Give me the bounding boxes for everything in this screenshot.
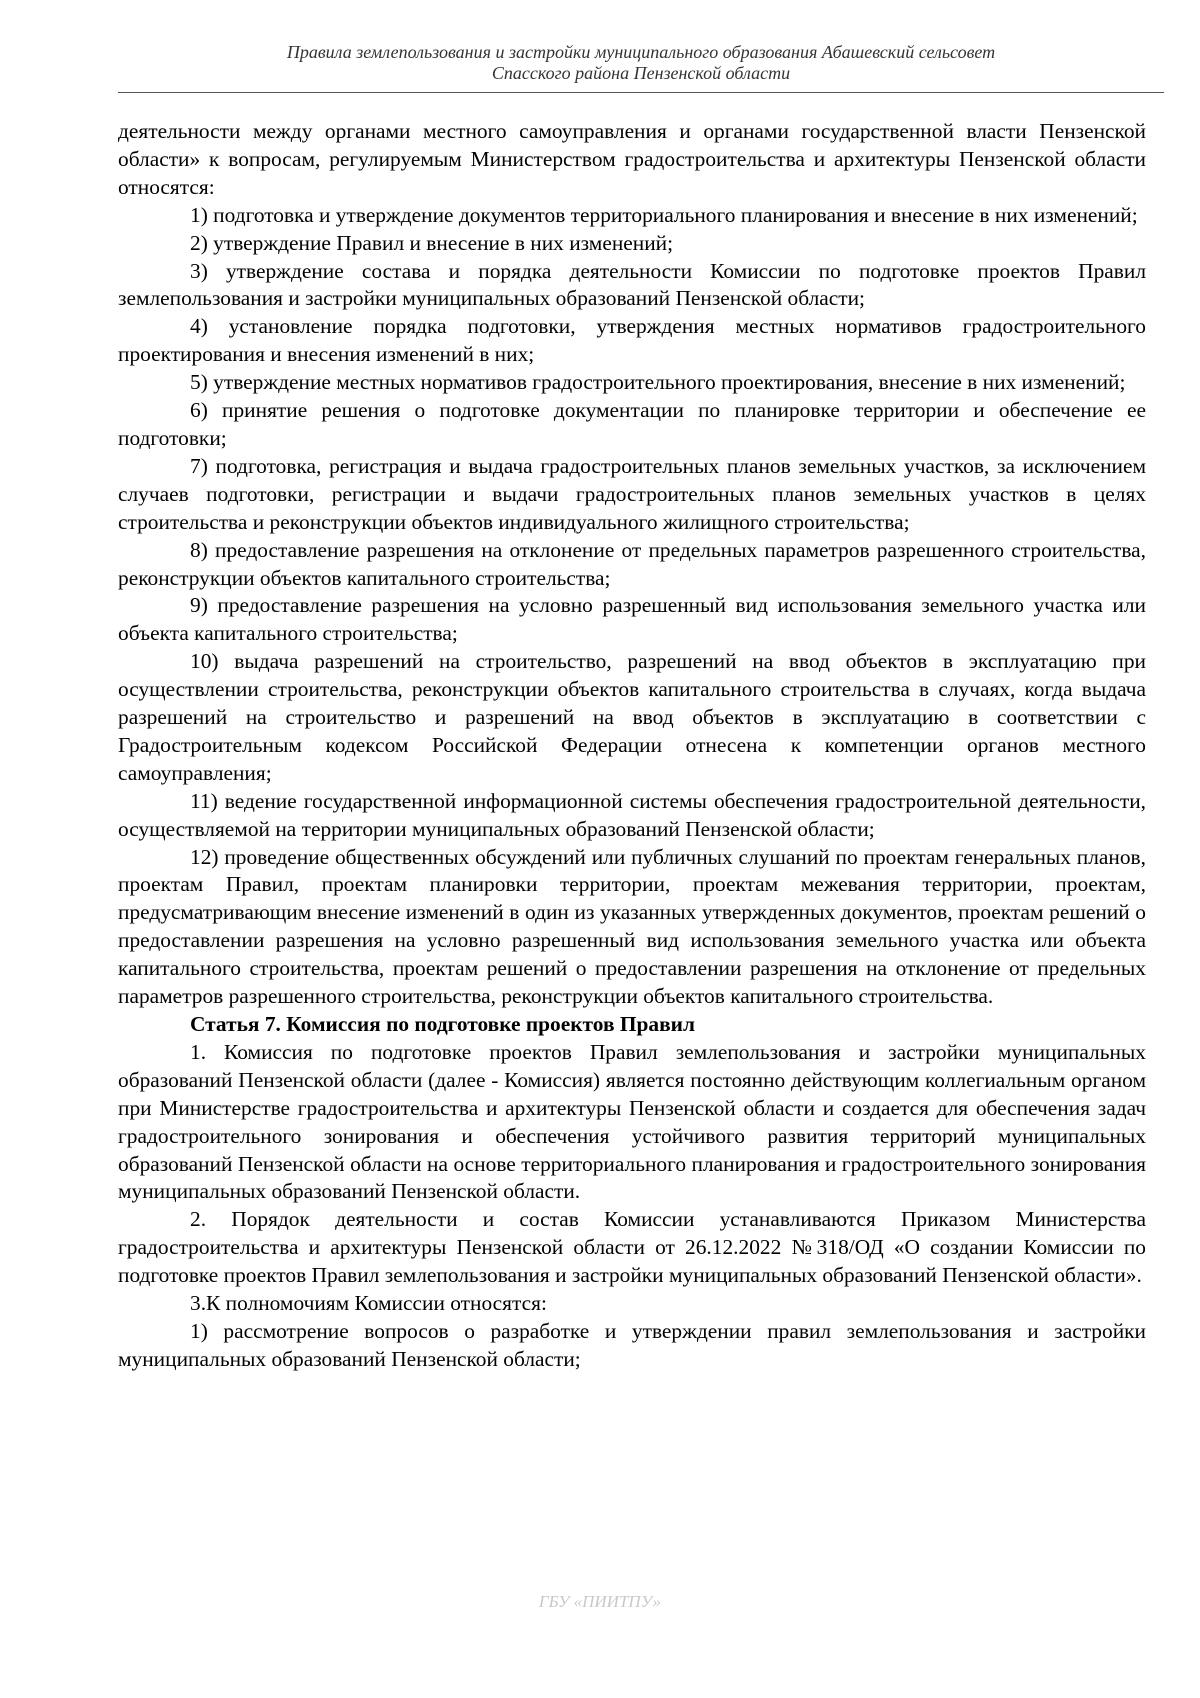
article-clause-2: 2. Порядок деятельности и состав Комиссии устанавливаются Приказом Министерства градостроительства и архитектуры Пензенской области от 26.12.2022 №318/ОД «О создании Комиссии по подготовке проектов Правил землепользования и застройки муниципальных образований Пензенской области».	[118, 1207, 1146, 1288]
clause-3-item-1: 1) рассмотрение вопросов о разработке и утверждении правил землепользования и застройки муниципальных образований Пензенской области;	[118, 1318, 1146, 1371]
footer-watermark: ГБУ «ПИИТПУ»	[538, 1592, 662, 1611]
list-item-1: 1) подготовка и утверждение документов территориального планирования и внесение в них изменений;	[190, 202, 1138, 227]
list-item-8: 8) предоставление разрешения на отклонение от предельных параметров разрешенного строительства, реконструкции объектов капитального строительства;	[118, 537, 1146, 590]
header-line-2: Спасского района Пензенской области	[491, 63, 791, 83]
list-item-11: 11) ведение государственной информационной системы обеспечения градостроительной деятельности, осуществляемой на территории муниципальных образований Пензенской области;	[118, 788, 1146, 841]
header-line-1: Правила землепользования и застройки муниципального образования Абашевский сельсовет	[286, 42, 996, 62]
article-heading: Статья 7. Комиссия по подготовке проектов Правил	[190, 1012, 695, 1036]
list-item-5: 5) утверждение местных нормативов градостроительного проектирования, внесение в них изменений;	[190, 370, 1126, 395]
list-item-9: 9) предоставление разрешения на условно разрешенный вид использования земельного участка или объекта капитального строительства;	[118, 593, 1146, 646]
running-header	[118, 42, 1164, 84]
list-item-2: 2) утверждение Правил и внесение в них изменений;	[190, 230, 674, 255]
document-body	[118, 118, 1146, 1374]
article-clause-3: 3.К полномочиям Комиссии относятся:	[190, 1291, 547, 1316]
paragraph-continuation: деятельности между органами местного самоуправления и органами государственной власти Пензенской области» к вопросам, регулируемым Министерством градостроительства и архитектуры Пензенской области относятся:	[118, 119, 1146, 199]
article-clause-1: 1. Комиссия по подготовке проектов Правил землепользования и застройки муниципальных образований Пензенской области (далее - Комиссия) является постоянно действующим коллегиальным органом при Министерстве градостроительства и архитектуры Пензенской области и создается для обеспечения задач градостроительного зонирования и обеспечения устойчивого развития территорий муниципальных образований Пензенской области на основе территориального планирования и градостроительного зонирования муниципальных образований Пензенской области.	[118, 1039, 1146, 1204]
list-item-4: 4) установление порядка подготовки, утверждения местных нормативов градостроительного проектирования и внесения изменений в них;	[118, 314, 1146, 367]
list-item-3: 3) утверждение состава и порядка деятельности Комиссии по подготовке проектов Правил землепользования и застройки муниципальных образований Пензенской области;	[118, 258, 1146, 311]
list-item-7: 7) подготовка, регистрация и выдача градостроительных планов земельных участков, за исключением случаев подготовки, регистрации и выдачи градостроительных планов земельных участков в целях строительства и реконструкции объектов индивидуального жилищного строительства;	[118, 453, 1146, 534]
header-divider	[118, 92, 1164, 93]
list-item-10: 10) выдача разрешений на строительство, разрешений на ввод объектов в эксплуатацию при осуществлении строительства, реконструкции объектов капитального строительства в случаях, когда выдача разрешений на строительство и разрешений на ввод объектов в эксплуатацию в соответствии с Градостроительным кодексом Российской Федерации отнесена к компетенции органов местного самоуправления;	[118, 649, 1146, 785]
list-item-6: 6) принятие решения о подготовке документации по планировке территории и обеспечение ее подготовки;	[118, 398, 1146, 450]
list-item-12: 12) проведение общественных обсуждений или публичных слушаний по проектам генеральных планов, проектам Правил, проектам планировки территории, проектам межевания территории, проектам, предусматривающим внесение изменений в один из указанных утвержденных документов, проектам решений о предоставлении разрешения на условно разрешенный вид использования земельного участка или объекта капитального строительства, проектам решений о предоставлении разрешения на отклонение от предельных параметров разрешенного строительства, реконструкции объектов капитального строительства.	[118, 844, 1146, 1009]
